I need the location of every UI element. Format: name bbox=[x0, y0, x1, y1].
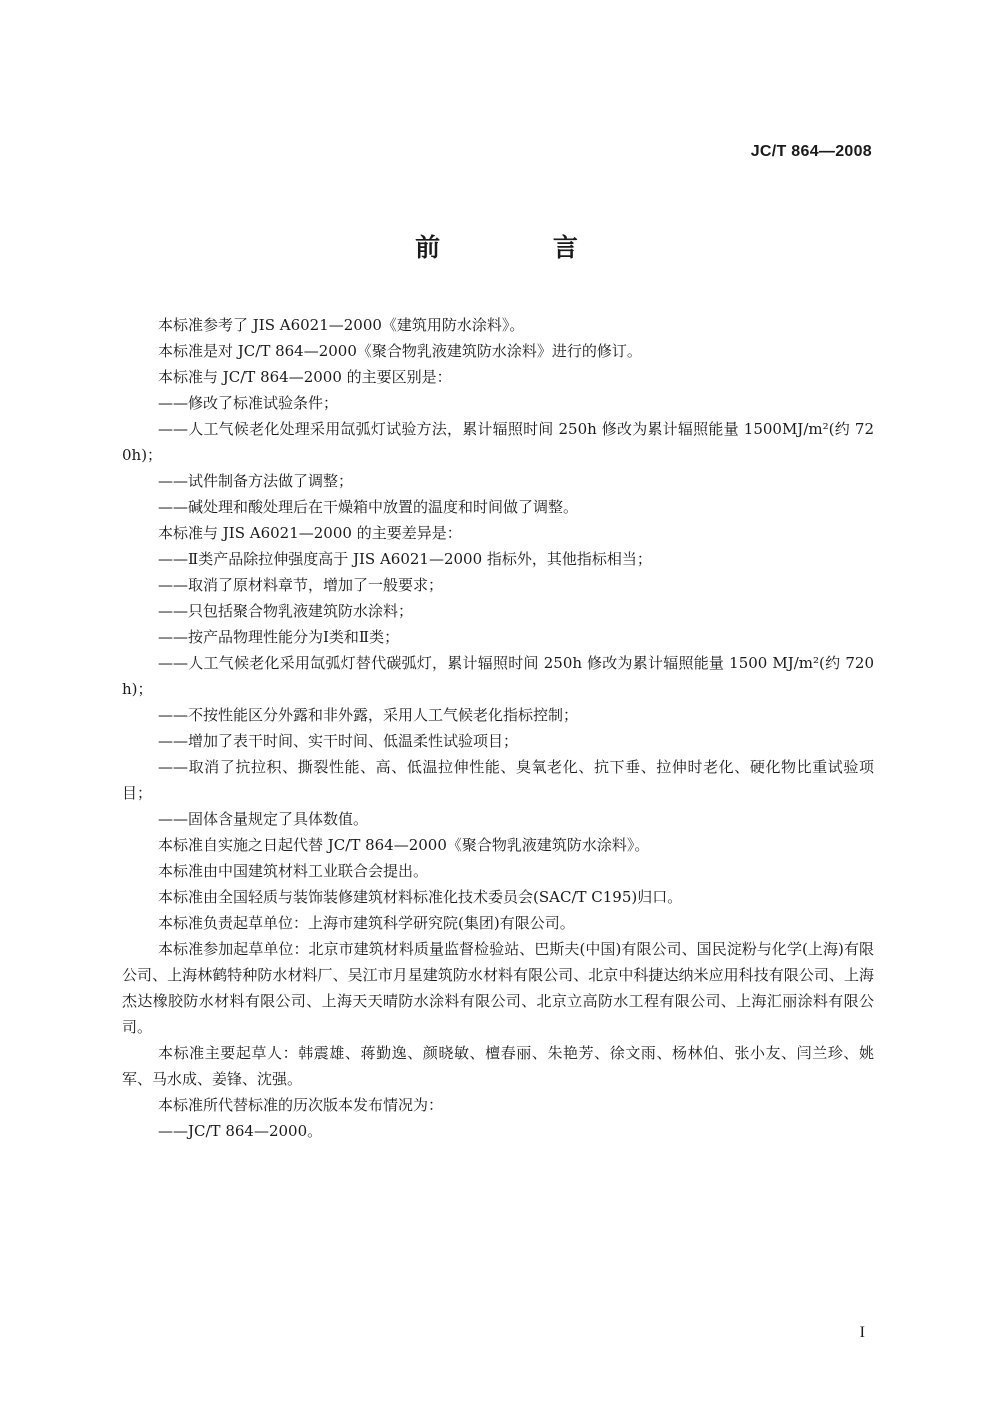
paragraph: 本标准是对 JC/T 864—2000《聚合物乳液建筑防水涂料》进行的修订。 bbox=[158, 342, 642, 360]
document-code: JC/T 864—2008 bbox=[750, 143, 872, 160]
paragraph: 本标准参考了 JIS A6021—2000《建筑用防水涂料》。 bbox=[158, 316, 525, 334]
list-item: ——JC/T 864—2000。 bbox=[158, 1122, 323, 1140]
paragraph: 本标准自实施之日起代替 JC/T 864—2000《聚合物乳液建筑防水涂料》。 bbox=[158, 836, 650, 854]
paragraph: 本标准与 JC/T 864—2000 的主要区别是： bbox=[158, 368, 452, 386]
list-item: ——按产品物理性能分为Ⅰ类和Ⅱ类； bbox=[158, 628, 400, 646]
list-item: ——修改了标准试验条件； bbox=[158, 394, 339, 412]
foreword-body bbox=[122, 312, 874, 1144]
paragraph: 本标准由中国建筑材料工业联合会提出。 bbox=[158, 862, 429, 880]
list-item: ——试件制备方法做了调整； bbox=[158, 472, 354, 490]
list-item: ——碱处理和酸处理后在干燥箱中放置的温度和时间做了调整。 bbox=[158, 498, 579, 516]
paragraph: 本标准负责起草单位：上海市建筑科学研究院(集团)有限公司。 bbox=[158, 914, 575, 932]
list-item: ——Ⅱ类产品除拉伸强度高于 JIS A6021—2000 指标外，其他指标相当； bbox=[158, 550, 652, 568]
list-item: ——取消了原材料章节，增加了一般要求； bbox=[158, 576, 444, 594]
page-number: I bbox=[859, 1324, 865, 1341]
list-item: ——不按性能区分外露和非外露，采用人工气候老化指标控制； bbox=[158, 706, 579, 724]
paragraph: 本标准与 JIS A6021—2000 的主要差异是： bbox=[158, 524, 462, 542]
list-item: ——增加了表干时间、实干时间、低温柔性试验项目； bbox=[158, 732, 519, 750]
list-item: ——取消了抗拉积、撕裂性能、高、低温拉伸性能、臭氧老化、抗下垂、拉伸时老化、硬化物比重试验项目； bbox=[122, 758, 874, 802]
paragraph: 本标准所代替标准的历次版本发布情况为： bbox=[158, 1096, 444, 1114]
list-item: ——固体含量规定了具体数值。 bbox=[158, 810, 369, 828]
list-item: ——只包括聚合物乳液建筑防水涂料； bbox=[158, 602, 414, 620]
page-title: 前 言 bbox=[415, 233, 630, 262]
list-item: ——人工气候老化采用氙弧灯替代碳弧灯，累计辐照时间 250h 修改为累计辐照能量 1500 MJ/m²(约 720h)； bbox=[122, 654, 874, 698]
list-item: ——人工气候老化处理采用氙弧灯试验方法，累计辐照时间 250h 修改为累计辐照能量 1500MJ/m²(约 720h)； bbox=[122, 420, 874, 464]
paragraph: 本标准参加起草单位：北京市建筑材料质量监督检验站、巴斯夫(中国)有限公司、国民淀粉与化学(上海)有限公司、上海林鹤特种防水材料厂、吴江市月星建筑防水材料有限公司、北京中科捷达纳米应用科技有限公司、上海杰达橡胶防水材料有限公司、上海天天晴防水涂料有限公司、北京立高防水工程有限公司、上海汇丽涂料有限公司。 bbox=[122, 940, 874, 1036]
paragraph: 本标准主要起草人：韩震雄、蒋勤逸、颜晓敏、檀春丽、朱艳芳、徐文雨、杨林伯、张小友、闫兰珍、姚军、马水成、姜锋、沈强。 bbox=[122, 1044, 874, 1088]
paragraph: 本标准由全国轻质与装饰装修建筑材料标准化技术委员会(SAC/T C195)归口。 bbox=[158, 888, 683, 906]
